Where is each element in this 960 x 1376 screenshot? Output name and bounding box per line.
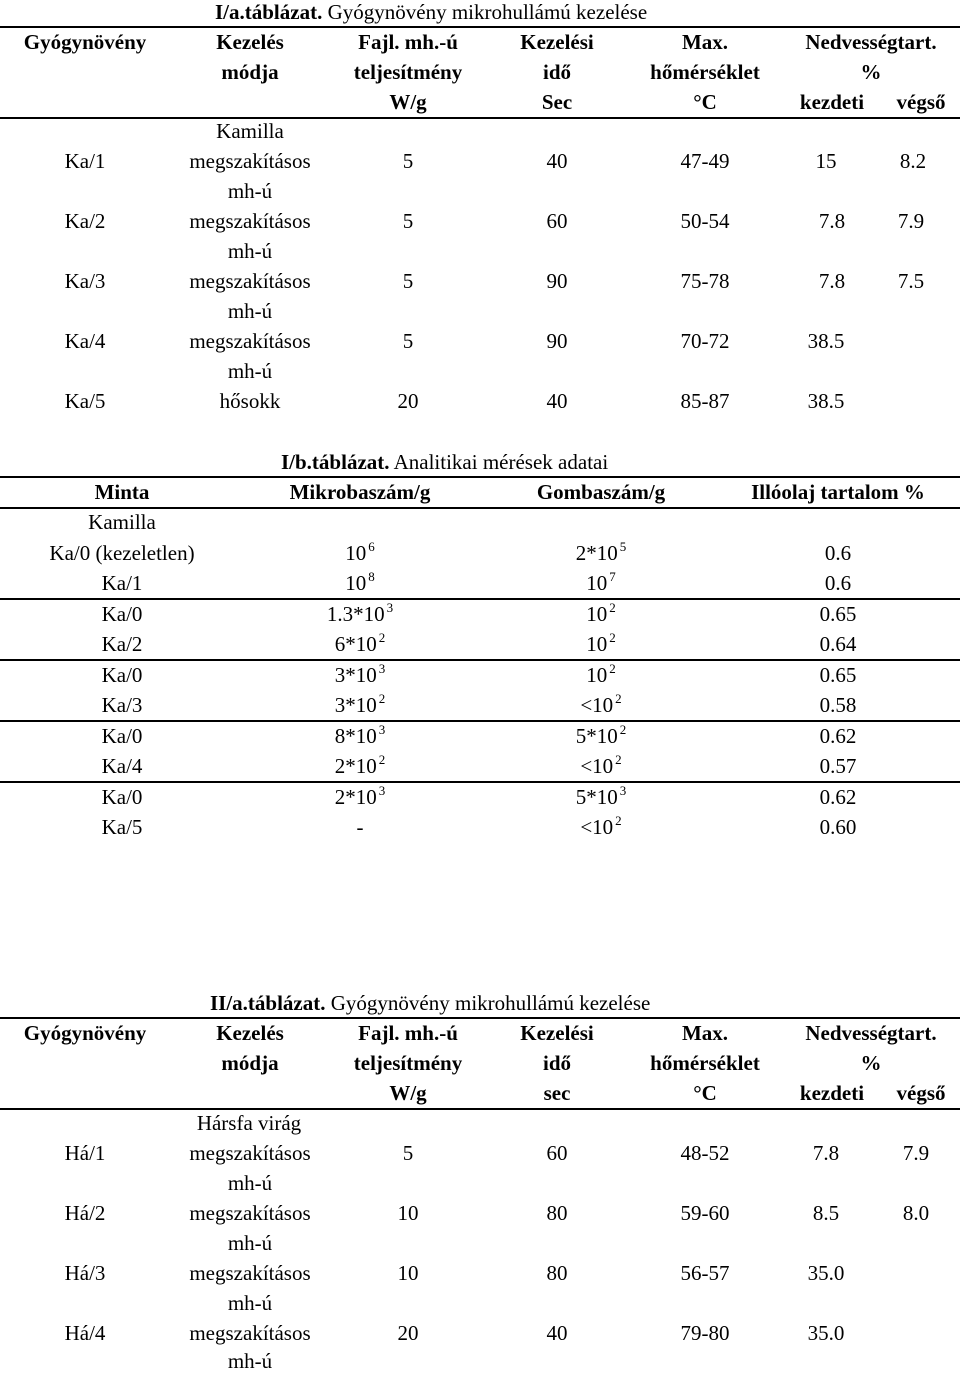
cell-moisture-start: 15 (815, 149, 837, 173)
cell-moisture-start: 8.5 (812, 1201, 840, 1225)
cell-oil: 0.65 (819, 663, 857, 687)
cell-temp: 50-54 (680, 209, 730, 233)
col-header-time: idő (542, 60, 572, 84)
cell-moisture-start: 38.5 (807, 389, 845, 413)
cell-fungi: <10 $^2$ (580, 813, 622, 839)
rule (0, 1108, 960, 1110)
cell-fungi: 5*10 $^2$ (575, 722, 627, 748)
cell-fungi: 10 $^7$ (586, 569, 616, 595)
cell-temp: 56-57 (680, 1261, 730, 1285)
cell-method: megszakításos (189, 149, 311, 173)
col-header-power: Fajl. mh.-ú (358, 1021, 458, 1045)
cell-fungi: 10 $^2$ (586, 630, 616, 656)
cell-sample: Ka/0 (kezeletlen) (49, 541, 195, 565)
col-header-time: idő (542, 1051, 572, 1075)
cell-oil: 0.6 (824, 571, 852, 595)
cell-moisture-start: 7.8 (818, 269, 846, 293)
cell-sample: Ka/1 (101, 571, 143, 595)
cell-moisture-end: 7.9 (902, 1141, 930, 1165)
col-header-temp: hőmérséklet (650, 60, 760, 84)
col-header-plant: Gyógynövény (23, 30, 147, 54)
cell-method: mh-ú (227, 1291, 273, 1315)
cell-temp: 48-52 (680, 1141, 730, 1165)
cell-method: mh-ú (227, 299, 273, 323)
cell-oil: 0.62 (819, 724, 857, 748)
cell-id: Ka/2 (64, 209, 106, 233)
cell-method: megszakításos (189, 1261, 311, 1285)
cell-id: Há/4 (64, 1321, 106, 1345)
cell-microbe: - (356, 815, 364, 839)
group-label: Kamilla (88, 510, 156, 534)
cell-id: Há/3 (64, 1261, 106, 1285)
cell-moisture-start: 7.8 (818, 209, 846, 233)
col-header-time: Sec (541, 90, 573, 114)
cell-method: megszakításos (189, 1321, 311, 1345)
cell-temp: 59-60 (680, 1201, 730, 1225)
col-header-method: módja (221, 60, 279, 84)
col-header-plant: Gyógynövény (23, 1021, 147, 1045)
col-header-power: Fajl. mh.-ú (358, 30, 458, 54)
cell-fungi: 10 $^2$ (586, 661, 616, 687)
cell-power: 5 (402, 1141, 414, 1165)
cell-time: 80 (546, 1201, 568, 1225)
cell-time: 90 (546, 329, 568, 353)
col-header-microbe: Mikrobaszám/g (289, 480, 431, 504)
cell-microbe: 10 $^8$ (345, 569, 375, 595)
cell-sample: Ka/0 (101, 724, 143, 748)
cell-time: 40 (546, 149, 568, 173)
cell-id: Ka/5 (64, 389, 106, 413)
table-ib-caption: I/b.táblázat. Analitikai mérések adatai (281, 450, 609, 474)
rule (0, 720, 960, 722)
cell-time: 60 (546, 209, 568, 233)
cell-power: 5 (402, 269, 414, 293)
cell-microbe: 8*10 $^3$ (334, 722, 386, 748)
col-header-sample: Minta (94, 480, 150, 504)
cell-microbe: 6*10 $^2$ (334, 630, 386, 656)
cell-power: 20 (397, 389, 419, 413)
cell-sample: Ka/2 (101, 632, 143, 656)
col-header-method: módja (221, 1051, 279, 1075)
cell-temp: 85-87 (680, 389, 730, 413)
cell-temp: 79-80 (680, 1321, 730, 1345)
col-header-power: teljesítmény (353, 1051, 463, 1075)
col-header-temp: Max. (681, 30, 729, 54)
col-header-temp: Max. (681, 1021, 729, 1045)
cell-sample: Ka/5 (101, 815, 143, 839)
cell-oil: 0.57 (819, 754, 857, 778)
cell-id: Ka/4 (64, 329, 106, 353)
cell-sample: Ka/4 (101, 754, 143, 778)
cell-power: 5 (402, 329, 414, 353)
cell-fungi: 2*10 $^5$ (575, 539, 627, 565)
col-header-time: Kezelési (520, 1021, 594, 1045)
cell-moisture-start: 7.8 (812, 1141, 840, 1165)
cell-oil: 0.60 (819, 815, 857, 839)
cell-sample: Ka/0 (101, 785, 143, 809)
col-header-moisture-end: végső (896, 90, 946, 114)
cell-id: Ka/3 (64, 269, 106, 293)
col-header-power: teljesítmény (353, 60, 463, 84)
col-header-temp: °C (693, 90, 717, 114)
cell-method: megszakításos (189, 1141, 311, 1165)
cell-fungi: <10 $^2$ (580, 752, 622, 778)
cell-method: mh-ú (227, 359, 273, 383)
col-header-method: Kezelés (216, 1021, 284, 1045)
cell-id: Ka/1 (64, 149, 106, 173)
col-header-moisture-start: kezdeti (799, 90, 865, 114)
rule (0, 598, 960, 600)
cell-sample: Ka/0 (101, 602, 143, 626)
col-header-moisture: Nedvességtart. (805, 30, 937, 54)
cell-moisture-start: 35.0 (807, 1261, 845, 1285)
cell-moisture-start: 38.5 (807, 329, 845, 353)
cell-time: 40 (546, 1321, 568, 1345)
cell-moisture-end: 8.2 (899, 149, 927, 173)
cell-method: hősokk (219, 389, 281, 413)
cell-moisture-start: 35.0 (807, 1321, 845, 1345)
cell-time: 90 (546, 269, 568, 293)
col-header-temp: °C (693, 1081, 717, 1105)
cell-power: 10 (397, 1201, 419, 1225)
cell-method: megszakításos (189, 329, 311, 353)
cell-id: Há/1 (64, 1141, 106, 1165)
col-header-power: W/g (389, 1081, 427, 1105)
cell-moisture-end: 8.0 (902, 1201, 930, 1225)
col-header-time: Kezelési (520, 30, 594, 54)
cell-microbe: 10 $^6$ (345, 539, 375, 565)
cell-method: mh-ú (227, 239, 273, 263)
col-header-moisture: Nedvességtart. (805, 1021, 937, 1045)
cell-fungi: <10 $^2$ (580, 691, 622, 717)
cell-time: 40 (546, 389, 568, 413)
cell-method: mh-ú (227, 179, 273, 203)
cell-method: mh-ú (227, 1171, 273, 1195)
col-header-moisture-end: végső (896, 1081, 946, 1105)
cell-oil: 0.62 (819, 785, 857, 809)
cell-temp: 70-72 (680, 329, 730, 353)
cell-microbe: 1.3*10 $^3$ (326, 600, 394, 626)
cell-temp: 47-49 (680, 149, 730, 173)
cell-method: megszakításos (189, 209, 311, 233)
cell-temp: 75-78 (680, 269, 730, 293)
col-header-oil: Illóolaj tartalom % (751, 480, 925, 504)
rule (0, 117, 960, 119)
cell-sample: Ka/3 (101, 693, 143, 717)
cell-method: mh-ú (227, 1231, 273, 1255)
cell-power: 5 (402, 149, 414, 173)
cell-power: 5 (402, 209, 414, 233)
col-header-fungi: Gombaszám/g (536, 480, 666, 504)
cell-id: Há/2 (64, 1201, 106, 1225)
col-header-temp: hőmérséklet (650, 1051, 760, 1075)
col-header-moisture: % (860, 60, 882, 84)
col-header-moisture-start: kezdeti (799, 1081, 865, 1105)
group-label: Hársfa virág (196, 1111, 302, 1135)
cell-time: 60 (546, 1141, 568, 1165)
cell-microbe: 3*10 $^2$ (334, 691, 386, 717)
cell-moisture-end: 7.5 (897, 269, 925, 293)
cell-power: 10 (397, 1261, 419, 1285)
cell-sample: Ka/0 (101, 663, 143, 687)
cell-method: megszakításos (189, 269, 311, 293)
rule (0, 659, 960, 661)
group-label: Kamilla (216, 119, 284, 143)
table-ia-caption: I/a.táblázat. Gyógynövény mikrohullámú kezelése (215, 0, 648, 24)
cell-microbe: 3*10 $^3$ (334, 661, 386, 687)
cell-fungi: 5*10 $^3$ (575, 783, 627, 809)
cell-oil: 0.58 (819, 693, 857, 717)
cell-oil: 0.64 (819, 632, 857, 656)
cell-power: 20 (397, 1321, 419, 1345)
cell-method: megszakításos (189, 1201, 311, 1225)
table-iia-caption: II/a.táblázat. Gyógynövény mikrohullámú kezelése (210, 991, 651, 1015)
col-header-moisture: % (860, 1051, 882, 1075)
cell-fungi: 10 $^2$ (586, 600, 616, 626)
cell-microbe: 2*10 $^2$ (334, 752, 386, 778)
cell-time: 80 (546, 1261, 568, 1285)
col-header-method: Kezelés (216, 30, 284, 54)
cell-oil: 0.65 (819, 602, 857, 626)
cell-moisture-end: 7.9 (897, 209, 925, 233)
col-header-time: sec (543, 1081, 571, 1105)
col-header-power: W/g (389, 90, 427, 114)
cell-method: mh-ú (227, 1349, 273, 1373)
rule (0, 781, 960, 783)
cell-microbe: 2*10 $^3$ (334, 783, 386, 809)
cell-oil: 0.6 (824, 541, 852, 565)
